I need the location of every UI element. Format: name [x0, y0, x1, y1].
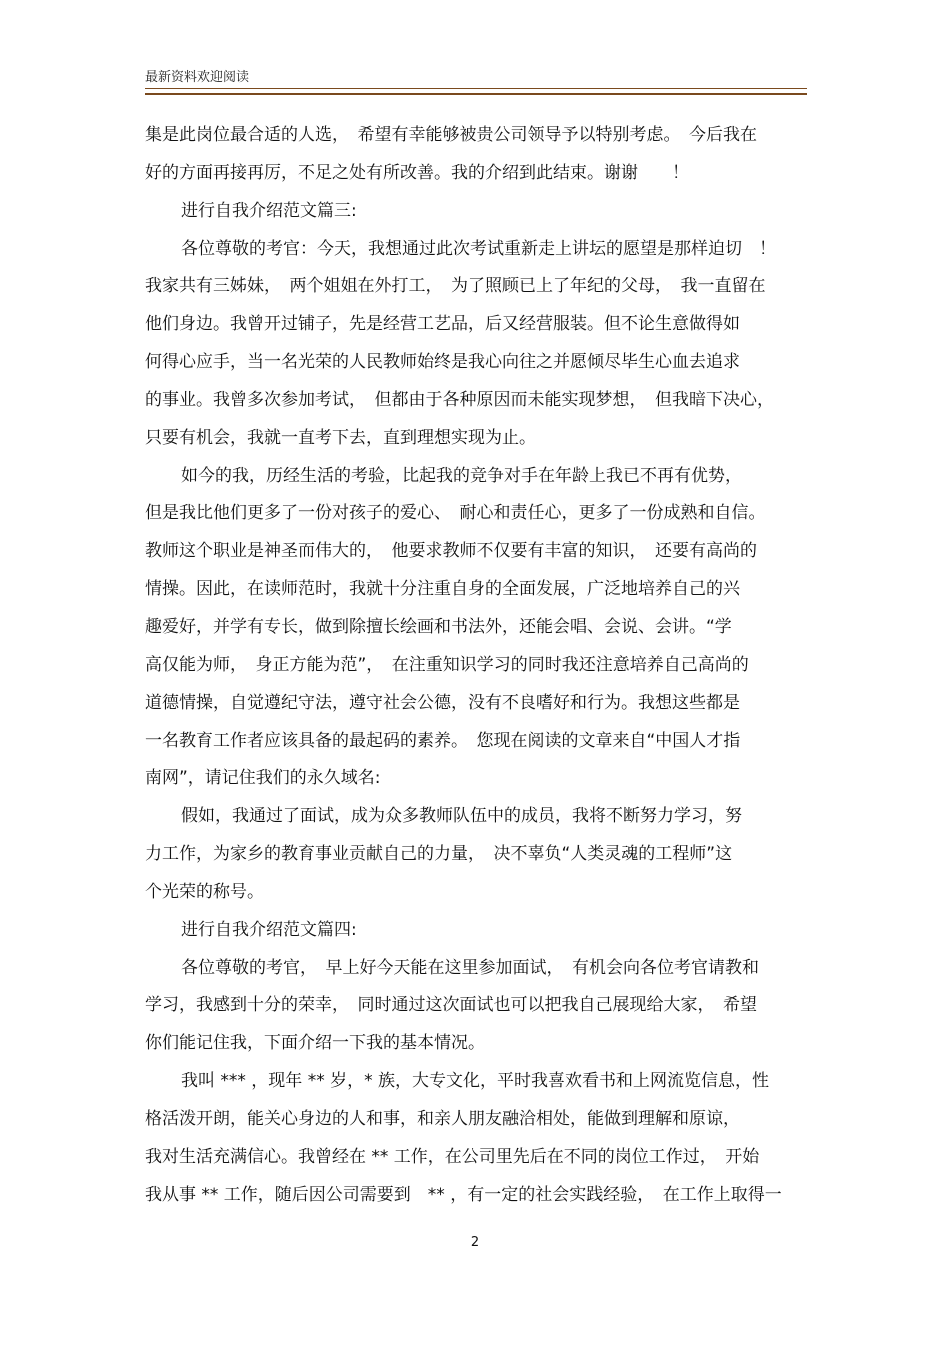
text-line: 学习，我感到十分的荣幸， 同时通过这次面试也可以把我自己展现给大家， 希望	[145, 995, 757, 1016]
text-line: 教师这个职业是神圣而伟大的， 他要求教师不仅要有丰富的知识， 还要有高尚的	[145, 541, 757, 562]
text-line: 情操。因此，在读师范时，我就十分注重自身的全面发展，广泛地培养自己的兴	[145, 579, 740, 600]
text-line: 如今的我，历经生活的考验，比起我的竞争对手在年龄上我已不再有优势，	[181, 465, 742, 486]
text-line: 只要有机会，我就一直考下去，直到理想实现为止。	[145, 427, 536, 448]
text-line: 一名教育工作者应该具备的最起码的素养。 您现在阅读的文章来自“中国人才指	[145, 730, 741, 751]
text-line: 南网”，请记住我们的永久域名:	[145, 768, 381, 789]
text-line: 我从事 ** 工作，随后因公司需要到 ** ，有一定的社会实践经验， 在工作上取得一	[145, 1184, 782, 1205]
text-line: 趣爱好，并学有专长，做到除擅长绘画和书法外，还能会唱、会说、会讲。“学	[145, 616, 732, 637]
text-line: 力工作，为家乡的教育事业贡献自己的力量， 决不辜负“人类灵魂的工程师”这	[145, 844, 733, 865]
text-line: 假如，我通过了面试，成为众多教师队伍中的成员，我将不断努力学习，努	[181, 806, 742, 827]
header-rule-thin	[145, 88, 807, 89]
text-line: 高仅能为师， 身正方能为范”， 在注重知识学习的同时我还注意培养自己高尚的	[145, 654, 749, 675]
text-line: 格活泼开朗，能关心身边的人和事，和亲人朋友融洽相处，能做到理解和原谅，	[145, 1108, 740, 1129]
text-line: 好的方面再接再厉，不足之处有所改善。我的介绍到此结束。谢谢 ！	[145, 162, 689, 183]
text-line: 各位尊敬的考官：今天，我想通过此次考试重新走上讲坛的愿望是那样迫切 ！	[181, 238, 776, 259]
text-line: 我家共有三姊妹， 两个姐姐在外打工， 为了照顾已上了年纪的父母， 我一直留在	[145, 276, 766, 297]
page-number: 2	[470, 1235, 480, 1250]
running-header: 最新资料欢迎阅读	[145, 70, 250, 85]
text-line: 何得心应手，当一名光荣的人民教师始终是我心向往之并愿倾尽毕生心血去追求	[145, 352, 740, 373]
text-line: 道德情操，自觉遵纪守法，遵守社会公德，没有不良嗜好和行为。我想这些都是	[145, 692, 740, 713]
section-heading: 进行自我介绍范文篇四:	[181, 919, 357, 940]
text-line: 个光荣的称号。	[145, 881, 264, 902]
text-line: 我叫 *** ，现年 ** 岁，* 族，大专文化，平时我喜欢看书和上网流览信息，性	[181, 1071, 770, 1092]
text-line: 但是我比他们更多了一份对孩子的爱心、 耐心和责任心，更多了一份成熟和自信。	[145, 503, 766, 524]
text-line: 各位尊敬的考官， 早上好今天能在这里参加面试， 有机会向各位考官请教和	[181, 957, 759, 978]
text-line: 的事业。我曾多次参加考试， 但都由于各种原因而未能实现梦想， 但我暗下决心，	[145, 389, 774, 410]
text-line: 他们身边。我曾开过铺子，先是经营工艺品，后又经营服装。但不论生意做得如	[145, 314, 740, 335]
text-line: 我对生活充满信心。我曾经在 ** 工作，在公司里先后在不同的岗位工作过， 开始	[145, 1146, 760, 1167]
header-rule-thick	[145, 93, 807, 95]
section-heading: 进行自我介绍范文篇三:	[181, 200, 357, 221]
document-body	[145, 117, 807, 1214]
text-line: 集是此岗位最合适的人选， 希望有幸能够被贵公司领导予以特别考虑。 今后我在	[145, 125, 757, 145]
text-line: 你们能记住我，下面介绍一下我的基本情况。	[145, 1033, 485, 1054]
